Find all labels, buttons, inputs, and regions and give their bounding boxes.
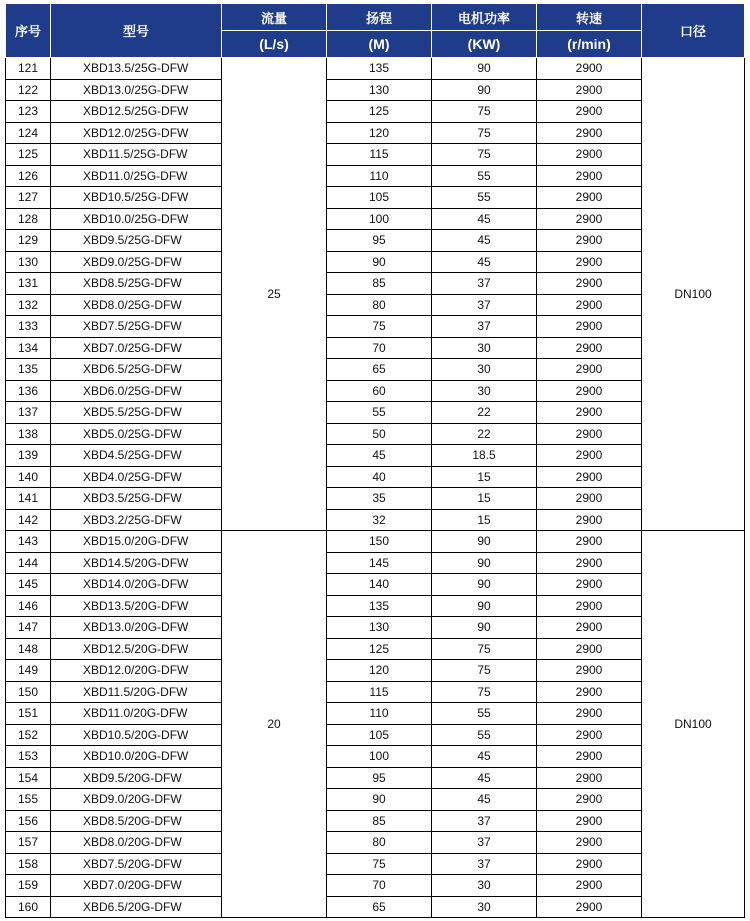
table-row (6, 896, 745, 918)
cell-power: 37 (432, 853, 537, 875)
cell-model: XBD9.0/20G-DFW (51, 789, 222, 811)
cell-speed: 2900 (537, 101, 642, 123)
table-row (6, 58, 745, 80)
cell-model: XBD13.0/25G-DFW (51, 79, 222, 101)
cell-model: XBD13.5/20G-DFW (51, 595, 222, 617)
col-bore-header: 口径 (642, 4, 745, 58)
cell-model: XBD14.0/20G-DFW (51, 574, 222, 596)
cell-no: 141 (6, 488, 51, 510)
cell-speed: 2900 (537, 337, 642, 359)
cell-power: 30 (432, 337, 537, 359)
cell-model: XBD6.5/25G-DFW (51, 359, 222, 381)
cell-flow: 25 (222, 58, 327, 531)
cell-power: 90 (432, 531, 537, 553)
cell-head: 65 (327, 896, 432, 918)
cell-speed: 2900 (537, 466, 642, 488)
table-row (6, 359, 745, 381)
cell-power: 37 (432, 810, 537, 832)
cell-no: 156 (6, 810, 51, 832)
table-row (6, 423, 745, 445)
cell-head: 65 (327, 359, 432, 381)
cell-head: 145 (327, 552, 432, 574)
cell-no: 123 (6, 101, 51, 123)
cell-power: 90 (432, 552, 537, 574)
cell-speed: 2900 (537, 208, 642, 230)
table-row (6, 488, 745, 510)
cell-power: 22 (432, 423, 537, 445)
cell-model: XBD5.5/25G-DFW (51, 402, 222, 424)
cell-speed: 2900 (537, 445, 642, 467)
col-model-header: 型号 (51, 4, 222, 58)
cell-head: 130 (327, 617, 432, 639)
cell-model: XBD9.0/25G-DFW (51, 251, 222, 273)
cell-no: 124 (6, 122, 51, 144)
cell-head: 105 (327, 724, 432, 746)
cell-speed: 2900 (537, 574, 642, 596)
cell-no: 133 (6, 316, 51, 338)
cell-speed: 2900 (537, 853, 642, 875)
cell-no: 130 (6, 251, 51, 273)
cell-head: 135 (327, 58, 432, 80)
cell-speed: 2900 (537, 294, 642, 316)
cell-speed: 2900 (537, 251, 642, 273)
cell-power: 90 (432, 574, 537, 596)
cell-speed: 2900 (537, 58, 642, 80)
cell-speed: 2900 (537, 79, 642, 101)
table-row (6, 402, 745, 424)
pump-spec-table (5, 3, 745, 918)
cell-power: 30 (432, 380, 537, 402)
cell-head: 90 (327, 789, 432, 811)
cell-model: XBD7.5/20G-DFW (51, 853, 222, 875)
cell-speed: 2900 (537, 359, 642, 381)
cell-power: 30 (432, 896, 537, 918)
cell-head: 70 (327, 337, 432, 359)
cell-power: 45 (432, 789, 537, 811)
header-row-1 (6, 4, 745, 31)
cell-head: 100 (327, 208, 432, 230)
cell-no: 142 (6, 509, 51, 531)
cell-head: 110 (327, 165, 432, 187)
cell-head: 125 (327, 638, 432, 660)
table-row (6, 595, 745, 617)
cell-head: 95 (327, 767, 432, 789)
table-row (6, 617, 745, 639)
cell-no: 147 (6, 617, 51, 639)
table-row (6, 789, 745, 811)
cell-head: 95 (327, 230, 432, 252)
cell-power: 45 (432, 746, 537, 768)
cell-no: 131 (6, 273, 51, 295)
cell-head: 115 (327, 681, 432, 703)
cell-model: XBD12.5/25G-DFW (51, 101, 222, 123)
table-body (6, 58, 745, 918)
cell-head: 80 (327, 294, 432, 316)
table-row (6, 380, 745, 402)
cell-power: 90 (432, 79, 537, 101)
cell-speed: 2900 (537, 316, 642, 338)
cell-model: XBD11.5/25G-DFW (51, 144, 222, 166)
cell-power: 18.5 (432, 445, 537, 467)
cell-no: 152 (6, 724, 51, 746)
table-row (6, 165, 745, 187)
col-head-header: 扬程 (327, 4, 432, 31)
cell-speed: 2900 (537, 789, 642, 811)
table-row (6, 853, 745, 875)
cell-head: 70 (327, 875, 432, 897)
cell-speed: 2900 (537, 488, 642, 510)
cell-model: XBD3.2/25G-DFW (51, 509, 222, 531)
cell-head: 140 (327, 574, 432, 596)
table-row (6, 316, 745, 338)
cell-model: XBD6.5/20G-DFW (51, 896, 222, 918)
cell-no: 129 (6, 230, 51, 252)
col-power-unit: (KW) (432, 31, 537, 58)
cell-model: XBD8.5/25G-DFW (51, 273, 222, 295)
cell-power: 15 (432, 488, 537, 510)
table-row (6, 144, 745, 166)
cell-model: XBD11.0/20G-DFW (51, 703, 222, 725)
cell-no: 157 (6, 832, 51, 854)
table-header (6, 4, 745, 58)
cell-power: 75 (432, 144, 537, 166)
cell-model: XBD11.5/20G-DFW (51, 681, 222, 703)
cell-flow: 20 (222, 531, 327, 918)
cell-power: 37 (432, 832, 537, 854)
table-row (6, 509, 745, 531)
cell-model: XBD7.0/20G-DFW (51, 875, 222, 897)
cell-model: XBD12.0/20G-DFW (51, 660, 222, 682)
cell-no: 155 (6, 789, 51, 811)
cell-speed: 2900 (537, 531, 642, 553)
table-row (6, 273, 745, 295)
cell-model: XBD6.0/25G-DFW (51, 380, 222, 402)
table-row (6, 552, 745, 574)
cell-speed: 2900 (537, 187, 642, 209)
cell-head: 125 (327, 101, 432, 123)
cell-power: 45 (432, 251, 537, 273)
cell-power: 75 (432, 660, 537, 682)
cell-power: 37 (432, 273, 537, 295)
cell-speed: 2900 (537, 810, 642, 832)
cell-no: 154 (6, 767, 51, 789)
cell-speed: 2900 (537, 746, 642, 768)
cell-no: 134 (6, 337, 51, 359)
cell-model: XBD3.5/25G-DFW (51, 488, 222, 510)
table-row (6, 122, 745, 144)
cell-no: 159 (6, 875, 51, 897)
cell-speed: 2900 (537, 380, 642, 402)
cell-no: 136 (6, 380, 51, 402)
cell-model: XBD5.0/25G-DFW (51, 423, 222, 445)
cell-head: 35 (327, 488, 432, 510)
cell-power: 75 (432, 638, 537, 660)
cell-speed: 2900 (537, 122, 642, 144)
cell-speed: 2900 (537, 423, 642, 445)
cell-power: 45 (432, 230, 537, 252)
cell-power: 37 (432, 316, 537, 338)
cell-speed: 2900 (537, 832, 642, 854)
cell-head: 105 (327, 187, 432, 209)
cell-speed: 2900 (537, 724, 642, 746)
table-row (6, 681, 745, 703)
cell-head: 85 (327, 810, 432, 832)
cell-speed: 2900 (537, 681, 642, 703)
cell-no: 140 (6, 466, 51, 488)
cell-speed: 2900 (537, 552, 642, 574)
cell-head: 115 (327, 144, 432, 166)
cell-no: 139 (6, 445, 51, 467)
cell-no: 135 (6, 359, 51, 381)
cell-no: 128 (6, 208, 51, 230)
cell-model: XBD9.5/25G-DFW (51, 230, 222, 252)
cell-no: 160 (6, 896, 51, 918)
cell-model: XBD12.0/25G-DFW (51, 122, 222, 144)
col-no-header: 序号 (6, 4, 51, 58)
table-row (6, 531, 745, 553)
cell-model: XBD4.5/25G-DFW (51, 445, 222, 467)
cell-power: 55 (432, 724, 537, 746)
cell-power: 75 (432, 122, 537, 144)
cell-power: 45 (432, 208, 537, 230)
cell-head: 120 (327, 122, 432, 144)
col-flow-unit: (L/s) (222, 31, 327, 58)
cell-bore: DN100 (642, 58, 745, 531)
cell-no: 125 (6, 144, 51, 166)
cell-no: 121 (6, 58, 51, 80)
table-row (6, 724, 745, 746)
col-speed-unit: (r/min) (537, 31, 642, 58)
cell-model: XBD13.5/25G-DFW (51, 58, 222, 80)
cell-speed: 2900 (537, 595, 642, 617)
table-row (6, 746, 745, 768)
col-speed-header: 转速 (537, 4, 642, 31)
table-row (6, 574, 745, 596)
cell-power: 75 (432, 101, 537, 123)
col-power-header: 电机功率 (432, 4, 537, 31)
cell-head: 110 (327, 703, 432, 725)
cell-no: 122 (6, 79, 51, 101)
table-row (6, 101, 745, 123)
table-row (6, 208, 745, 230)
cell-speed: 2900 (537, 767, 642, 789)
col-head-unit: (M) (327, 31, 432, 58)
cell-head: 130 (327, 79, 432, 101)
cell-speed: 2900 (537, 230, 642, 252)
cell-speed: 2900 (537, 896, 642, 918)
cell-power: 75 (432, 681, 537, 703)
cell-model: XBD11.0/25G-DFW (51, 165, 222, 187)
cell-model: XBD8.0/20G-DFW (51, 832, 222, 854)
cell-power: 45 (432, 767, 537, 789)
table-row (6, 810, 745, 832)
cell-head: 50 (327, 423, 432, 445)
cell-head: 40 (327, 466, 432, 488)
cell-power: 55 (432, 703, 537, 725)
table-row (6, 337, 745, 359)
cell-power: 30 (432, 359, 537, 381)
cell-speed: 2900 (537, 144, 642, 166)
cell-model: XBD10.5/25G-DFW (51, 187, 222, 209)
cell-no: 127 (6, 187, 51, 209)
cell-power: 30 (432, 875, 537, 897)
cell-speed: 2900 (537, 638, 642, 660)
table-row (6, 638, 745, 660)
table-row (6, 251, 745, 273)
cell-no: 151 (6, 703, 51, 725)
cell-no: 150 (6, 681, 51, 703)
cell-speed: 2900 (537, 165, 642, 187)
cell-head: 80 (327, 832, 432, 854)
cell-no: 126 (6, 165, 51, 187)
cell-power: 55 (432, 187, 537, 209)
cell-head: 55 (327, 402, 432, 424)
cell-no: 153 (6, 746, 51, 768)
table-row (6, 230, 745, 252)
cell-power: 55 (432, 165, 537, 187)
cell-model: XBD4.0/25G-DFW (51, 466, 222, 488)
cell-model: XBD10.0/25G-DFW (51, 208, 222, 230)
cell-power: 15 (432, 509, 537, 531)
cell-no: 146 (6, 595, 51, 617)
col-flow-header: 流量 (222, 4, 327, 31)
cell-model: XBD13.0/20G-DFW (51, 617, 222, 639)
cell-power: 90 (432, 595, 537, 617)
cell-head: 100 (327, 746, 432, 768)
cell-model: XBD9.5/20G-DFW (51, 767, 222, 789)
table-row (6, 466, 745, 488)
cell-no: 158 (6, 853, 51, 875)
cell-head: 45 (327, 445, 432, 467)
cell-model: XBD12.5/20G-DFW (51, 638, 222, 660)
table-row (6, 660, 745, 682)
cell-power: 15 (432, 466, 537, 488)
cell-no: 137 (6, 402, 51, 424)
table-row (6, 294, 745, 316)
cell-speed: 2900 (537, 703, 642, 725)
cell-head: 75 (327, 316, 432, 338)
cell-power: 90 (432, 617, 537, 639)
cell-no: 138 (6, 423, 51, 445)
cell-head: 135 (327, 595, 432, 617)
cell-no: 149 (6, 660, 51, 682)
cell-no: 148 (6, 638, 51, 660)
cell-model: XBD7.5/25G-DFW (51, 316, 222, 338)
cell-head: 90 (327, 251, 432, 273)
cell-model: XBD14.5/20G-DFW (51, 552, 222, 574)
table-row (6, 79, 745, 101)
cell-speed: 2900 (537, 273, 642, 295)
cell-power: 22 (432, 402, 537, 424)
cell-bore: DN100 (642, 531, 745, 918)
cell-head: 120 (327, 660, 432, 682)
cell-model: XBD8.5/20G-DFW (51, 810, 222, 832)
cell-speed: 2900 (537, 402, 642, 424)
cell-head: 75 (327, 853, 432, 875)
cell-model: XBD10.5/20G-DFW (51, 724, 222, 746)
cell-power: 90 (432, 58, 537, 80)
cell-model: XBD7.0/25G-DFW (51, 337, 222, 359)
cell-model: XBD15.0/20G-DFW (51, 531, 222, 553)
cell-model: XBD8.0/25G-DFW (51, 294, 222, 316)
cell-head: 60 (327, 380, 432, 402)
table-row (6, 703, 745, 725)
table-row (6, 767, 745, 789)
cell-head: 85 (327, 273, 432, 295)
cell-model: XBD10.0/20G-DFW (51, 746, 222, 768)
cell-no: 132 (6, 294, 51, 316)
table-row (6, 445, 745, 467)
table-row (6, 832, 745, 854)
cell-speed: 2900 (537, 875, 642, 897)
table-row (6, 875, 745, 897)
cell-no: 144 (6, 552, 51, 574)
cell-speed: 2900 (537, 509, 642, 531)
cell-no: 143 (6, 531, 51, 553)
cell-head: 150 (327, 531, 432, 553)
cell-head: 32 (327, 509, 432, 531)
cell-no: 145 (6, 574, 51, 596)
table-row (6, 187, 745, 209)
cell-speed: 2900 (537, 617, 642, 639)
cell-speed: 2900 (537, 660, 642, 682)
cell-power: 37 (432, 294, 537, 316)
